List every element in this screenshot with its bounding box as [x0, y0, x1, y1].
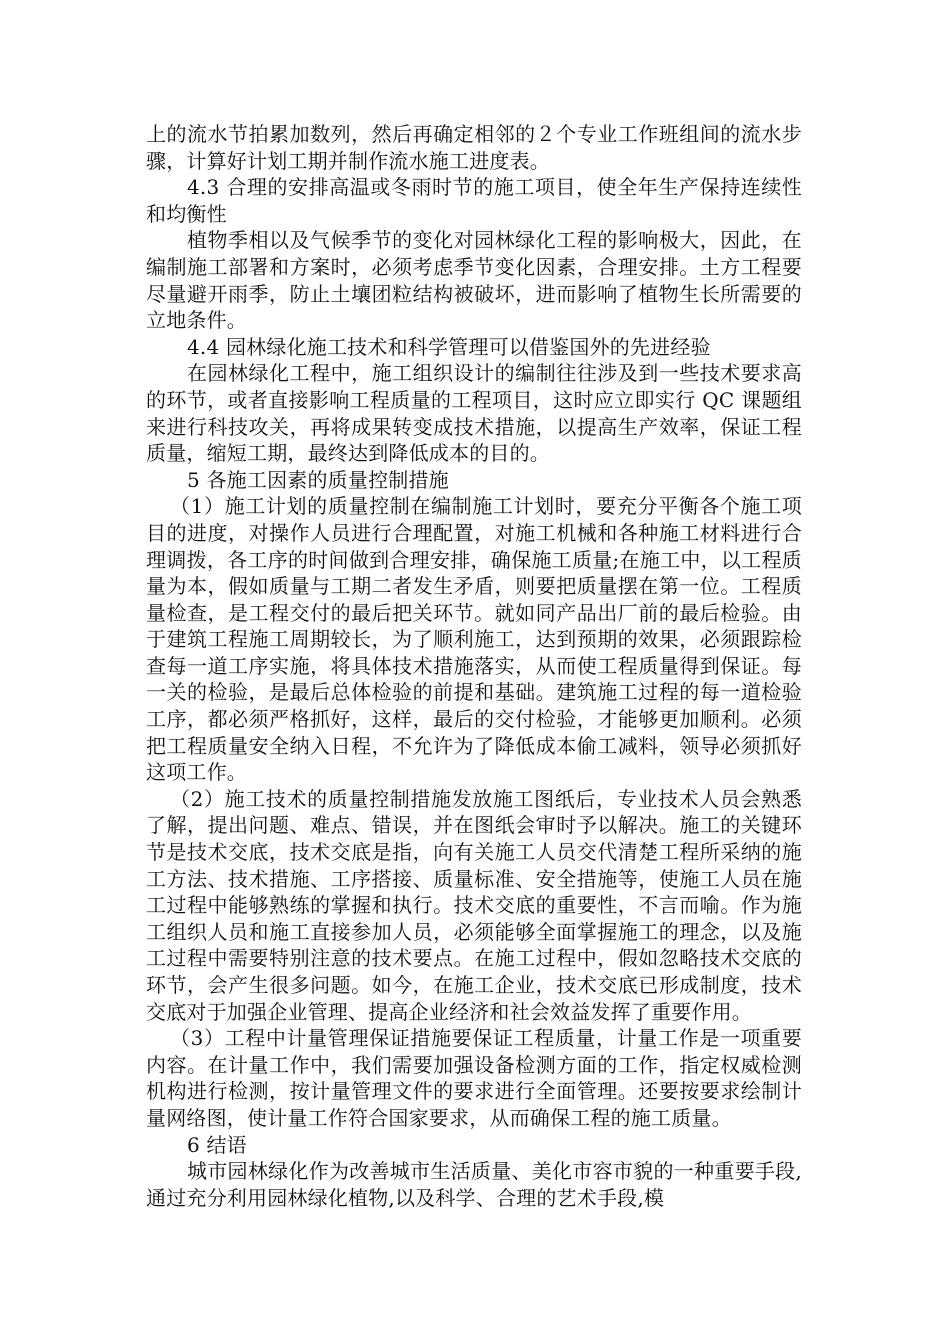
paragraph-conclusion: 城市园林绿化作为改善城市生活质量、美化市容市貌的一种重要手段,通过充分利用园林绿化植物,以及科学、合理的艺术手段,模 [146, 1159, 802, 1210]
paragraph-technical-quality-measures: （2）施工技术的质量控制措施发放施工图纸后，专业技术人员会熟悉了解，提出问题、难点、错误，并在图纸会审时予以解决。施工的关键环节是技术交底，技术交底是指，向有关施工人员交代清楚工程所采纳的施工方法、技术措施、工序搭接、质量标准、安全措施等，使施工人员在施工过程中能够熟练的掌握和执行。技术交底的重要性，不言而喻。作为施工组织人员和施工直接参加人员，必须能够全面掌握施工的理念，以及施工过程中需要特别注意的技术要点。在施工过程中，假如忽略技术交底的环节，会产生很多问题。如今，在施工企业，技术交底已形成制度，技术交底对于加强企业管理、提高企业经济和社会效益发挥了重要作用。 [146, 786, 802, 1024]
section-heading-4-4: 4.4 园林绿化施工技术和科学管理可以借鉴国外的先进经验 [187, 334, 711, 359]
document-page [146, 121, 802, 1211]
paragraph-construction-plan-quality: （1）施工计划的质量控制在编制施工计划时，要充分平衡各个施工项目的进度，对操作人员进行合理配置，对施工机械和各种施工材料进行合理调拨，各工序的时间做到合理安排，确保施工质量;在施工中，以工程质量为本，假如质量与工期二者发生矛盾，则要把质量摆在第一位。工程质量检查，是工程交付的最后把关环节。就如同产品出厂前的最后检验。由于建筑工程施工周期较长，为了顺利施工，达到预期的效果，必须跟踪检查每一道工序实施，将具体技术措施落实，从而使工程质量得到保证。每一关的检验，是最后总体检验的前提和基础。建筑施工过程的每一道检验工序，都必须严格抓好，这样，最后的交付检验，才能够更加顺利。必须把工程质量安全纳入日程，不允许为了降低成本偷工减料，领导必须抓好这项工作。 [146, 494, 802, 785]
paragraph-qc-group: 在园林绿化工程中，施工组织设计的编制往往涉及到一些技术要求高的环节，或者直接影响工程质量的工程项目，这时应立即实行 QC 课题组来进行科技攻关，再将成果转变成技术措施，以提高生产效率，保证工程质量，缩短工期，最终达到降低成本的目的。 [146, 361, 802, 466]
paragraph-continuation: 上的流水节拍累加数列，然后再确定相邻的２个专业工作班组间的流水步骤，计算好计划工期并制作流水施工进度表。 [146, 122, 802, 173]
paragraph-metrology-management: （3）工程中计量管理保证措施要保证工程质量，计量工作是一项重要内容。在计量工作中，我们需要加强设备检测方面的工作，指定权威检测机构进行检测，按计量管理文件的要求进行全面管理。还要按要求绘制计量网络图，使计量工作符合国家要求，从而确保工程的施工质量。 [146, 1026, 802, 1130]
section-heading-4-3: 4.3 合理的安排高温或冬雨时节的施工项目，使全年生产保持连续性和均衡性 [146, 175, 802, 226]
paragraph-seasonal-scheduling: 植物季相以及气候季节的变化对园林绿化工程的影响极大，因此，在编制施工部署和方案时，必须考虑季节变化因素，合理安排。土方工程要尽量避开雨季，防止土壤团粒结构被破坏，进而影响了植物生长所需要的立地条件。 [146, 228, 802, 333]
section-heading-6: 6 结语 [187, 1132, 247, 1157]
section-heading-5: 5 各施工因素的质量控制措施 [187, 467, 449, 492]
